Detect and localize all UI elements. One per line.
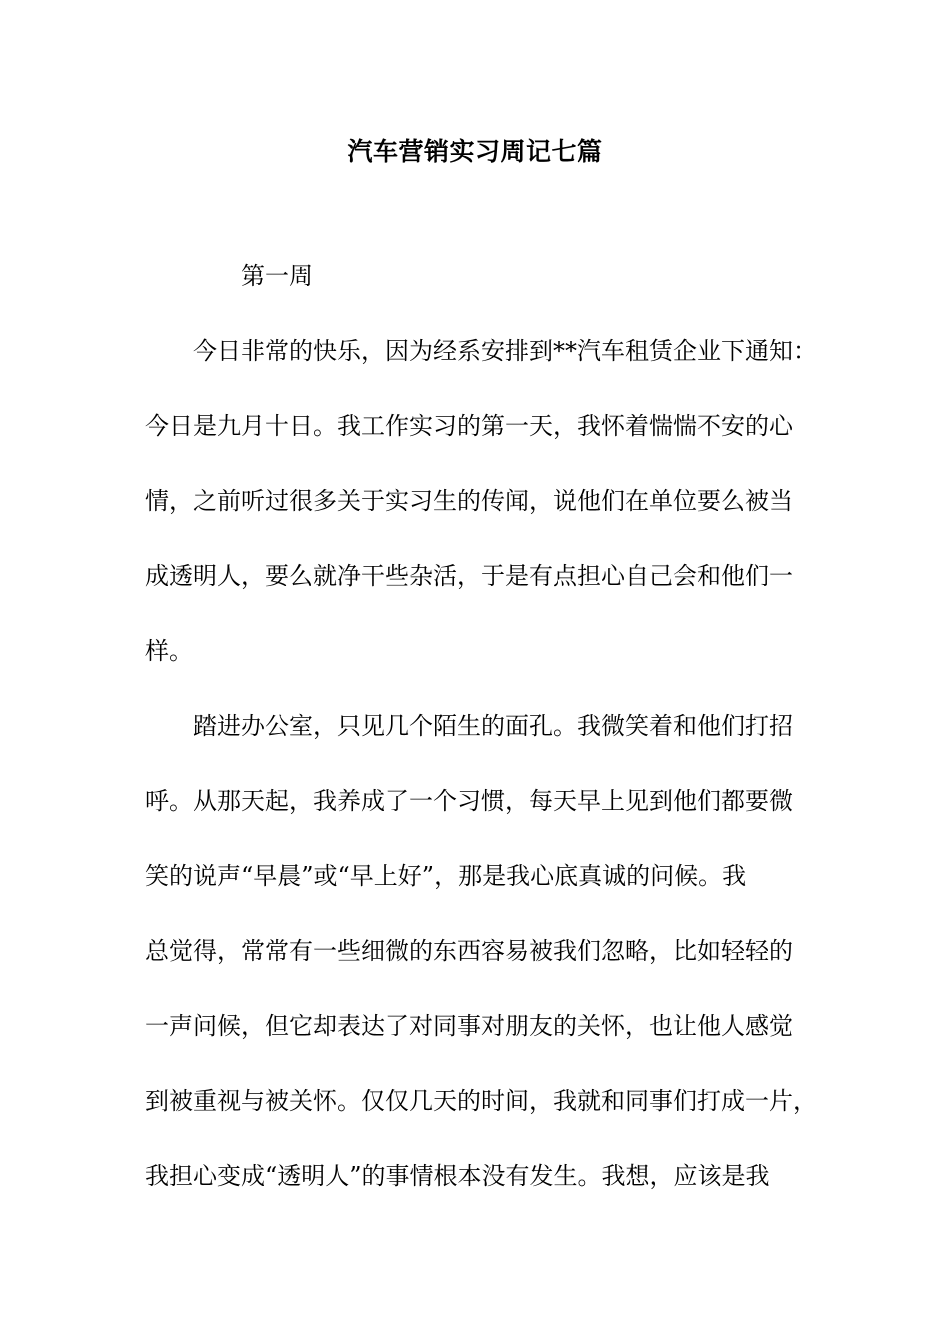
paragraph-line-4: 成透明人，要么就净干些杂活，于是有点担心自己会和他们一 — [145, 562, 793, 590]
paragraph-line-9: 总觉得，常常有一些细微的东西容易被我们忽略，比如轻轻的 — [145, 937, 793, 965]
paragraph-line-3: 情，之前听过很多关于实习生的传闻，说他们在单位要么被当 — [145, 487, 793, 515]
paragraph-line-10: 一声问候，但它却表达了对同事对朋友的关怀，也让他人感觉 — [145, 1012, 793, 1040]
paragraph-line-8: 笑的说声“早晨”或“早上好”，那是我心底真诚的问候。我 — [145, 862, 747, 890]
paragraph-line-1: 今日非常的快乐，因为经系安排到**汽车租赁企业下通知： — [193, 337, 817, 365]
paragraph-line-7: 呼。从那天起，我养成了一个习惯，每天早上见到他们都要微 — [145, 787, 793, 815]
paragraph-line-5: 样。 — [145, 637, 193, 665]
document-title: 汽车营销实习周记七篇 — [347, 137, 603, 166]
paragraph-line-6: 踏进办公室，只见几个陌生的面孔。我微笑着和他们打招 — [193, 712, 793, 740]
paragraph-line-2: 今日是九月十日。我工作实习的第一天，我怀着惴惴不安的心 — [145, 412, 793, 440]
paragraph-line-11: 到被重视与被关怀。仅仅几天的时间，我就和同事们打成一片， — [145, 1087, 817, 1115]
paragraph-line-12: 我担心变成“透明人”的事情根本没有发生。我想，应该是我 — [145, 1162, 770, 1190]
section-heading: 第一周 — [241, 262, 313, 290]
